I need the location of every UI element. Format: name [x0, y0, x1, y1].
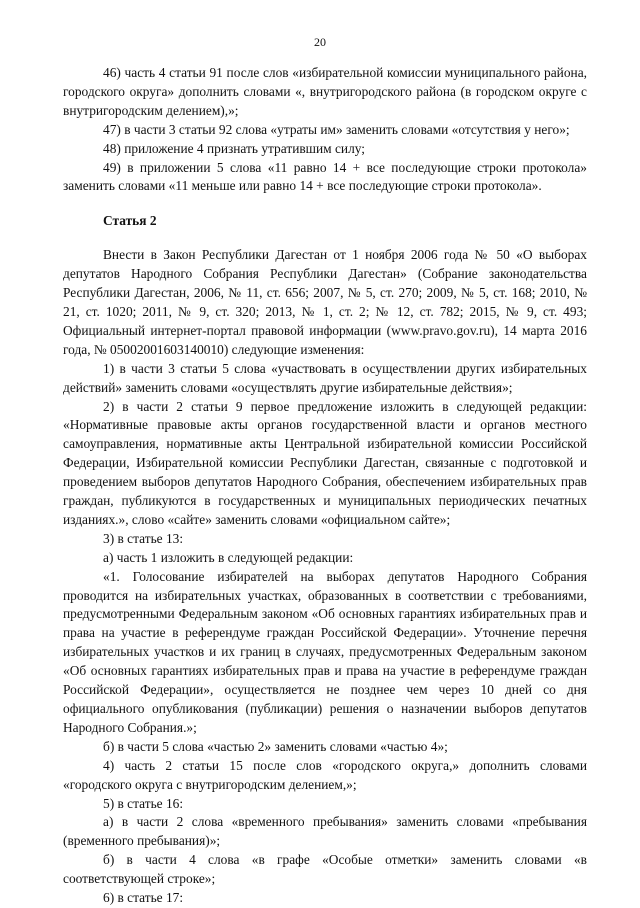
amendment-item-6: 6) в статье 17:: [103, 890, 184, 906]
amendment-item-2: 2) в части 2 статьи 9 первое предложение изложить в следующей редакции: «Нормативные правовые акты органов государственной власти и органов местного самоуправления, нормативные акты Центральной избирательной комиссии Российской Федерации, Избирательной комиссии Республики Дагестан, связанные с подготовкой и проведением выборов депутатов Народного Собрания, обеспечением избирательных прав граждан, публикуются в государственных и муниципальных периодических печатных изданиях.», слово «сайте» заменить словами «официальном сайте»;: [63, 398, 587, 527]
paragraph-item-49: 49) в приложении 5 слова «11 равно 14 + все последующие строки протокола» заменить словами «11 меньше или равно 14 + все последующие строки протокола».: [63, 159, 587, 194]
amendment-item-4: 4) часть 2 статьи 15 после слов «городского округа,» дополнить словами «городского округа с внутригородским делением,»;: [63, 757, 587, 792]
amendment-item-3b: б) в части 5 слова «частью 2» заменить словами «частью 4»;: [103, 738, 448, 754]
amendment-item-5a: а) в части 2 слова «временного пребывания» заменить словами «пребывания (временного пребывания)»;: [63, 814, 587, 849]
paragraph-item-46: 46) часть 4 статьи 91 после слов «избирательной комиссии муниципального района, городского округа» дополнить словами «, внутригородского района (в городском округе с внутригородским делением),»;: [63, 65, 587, 118]
page-number: 20: [314, 35, 326, 49]
article-intro-paragraph: Внести в Закон Республики Дагестан от 1 ноября 2006 года № 50 «О выборах депутатов Народного Собрания Республики Дагестан» (Собрание законодательства Республики Дагестан, 2006, № 11, ст. 656; 2007, № 5, ст. 270; 2009, № 5, ст. 168; 2010, № 21, ст. 1020; 2011, № 9, ст. 320; 2013, № 1, ст. 2; № 12, ст. 782; 2015, № 9, ст. 493; Официальный интернет-портал правовой информации (www.pravo.gov.ru), 14 марта 2016 года, № 05002001603140010) следующие изменения:: [63, 247, 587, 357]
quoted-new-text: «1. Голосование избирателей на выборах депутатов Народного Собрания проводится на избирательных участках, образованных в соответствии с требованиями, предусмотренными Федеральным законом «Об основных гарантиях избирательных прав и права на участие в референдуме граждан Российской Федерации». Уточнение перечня избирательных участков и их границ в случаях, предусмотренных Федеральным законом «Об основных гарантиях избирательных прав и права на участие в референдуме граждан Российской Федерации», осуществляется не позднее чем через 10 дней со дня официального опубликования (публикации) решения о назначении выборов депутатов Народного Собрания.»;: [63, 568, 587, 735]
article-heading: Статья 2: [103, 213, 157, 229]
amendment-item-3a: а) часть 1 изложить в следующей редакции:: [103, 549, 354, 565]
amendment-item-1: 1) в части 3 статьи 5 слова «участвовать в осуществлении других избирательных действий» заменить словами «осуществлять другие избирательные действия»;: [63, 360, 587, 395]
paragraph-item-48: 48) приложение 4 признать утратившим силу;: [103, 140, 366, 156]
amendment-item-5b: б) в части 4 слова «в графе «Особые отметки» заменить словами «в соответствующей строке»;: [63, 852, 587, 887]
amendment-item-3: 3) в статье 13:: [103, 530, 184, 546]
paragraph-item-47: 47) в части 3 статьи 92 слова «утраты им» заменить словами «отсутствия у него»;: [103, 121, 570, 137]
amendment-item-5: 5) в статье 16:: [103, 795, 184, 811]
document-body: [63, 64, 587, 908]
